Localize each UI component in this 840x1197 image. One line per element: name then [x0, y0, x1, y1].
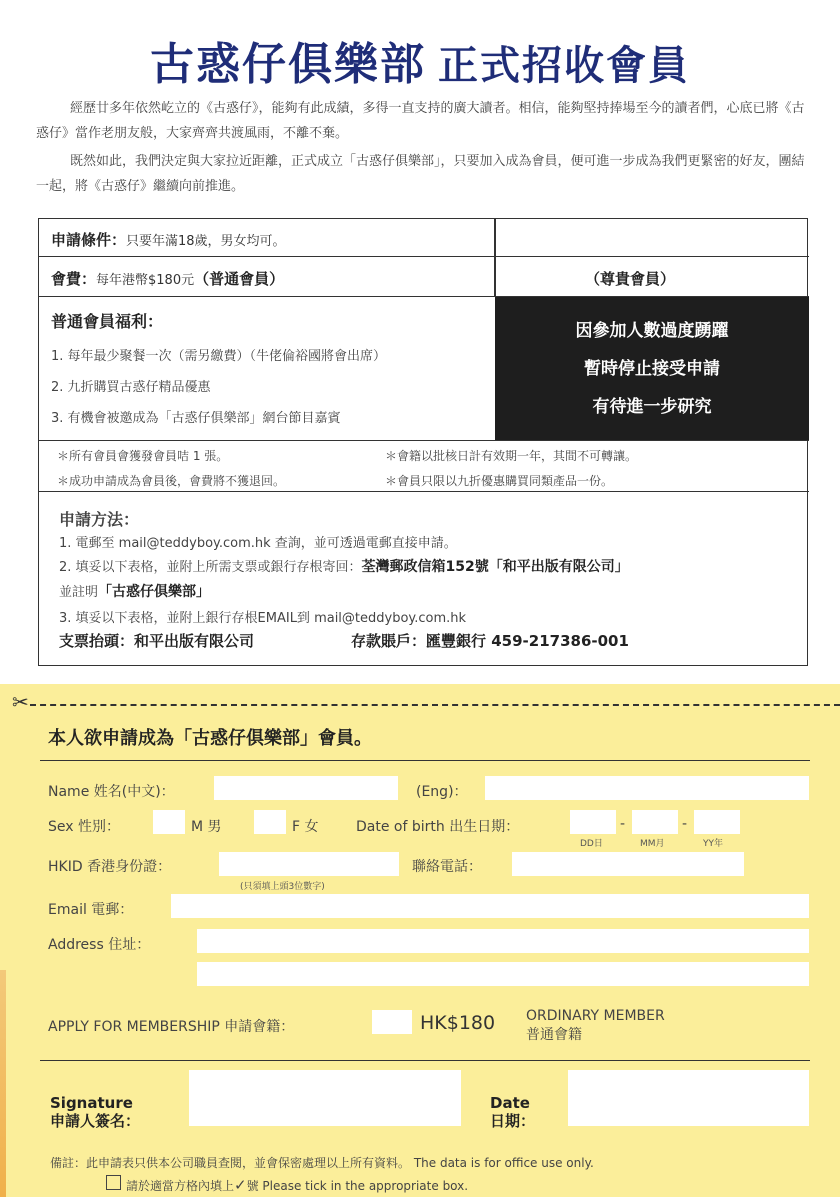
tick-instruction: [126, 1176, 468, 1194]
title-subtitle: 正式招收會員: [438, 43, 690, 89]
method-2-note: [59, 581, 210, 601]
cut-line: [30, 704, 840, 706]
signature-label-en: Signature: [50, 1094, 133, 1112]
note-item: ＊會員只限以九折優惠購買同類產品一份。: [385, 474, 614, 488]
check-mark-icon: ✓: [234, 1176, 247, 1194]
dd-label: DD日: [580, 839, 603, 849]
hkid-hint: (只須填上頭3位數字): [240, 882, 325, 892]
bank-account: 存款賬戶：匯豐銀行 459-217386-001: [351, 632, 629, 650]
benefit-item: 3. 有機會被邀成為「古惑仔俱樂部」網台節目嘉賓: [51, 411, 341, 426]
vip-notice-line: 有待進一步研究: [592, 396, 712, 417]
fee: [51, 268, 284, 289]
signature-rule: [40, 1060, 810, 1061]
phone-label: 聯絡電話：: [412, 859, 482, 875]
fee-value: 每年港幣$180元: [96, 273, 195, 288]
conditions: [51, 229, 286, 250]
fee-vip: （尊貴會員）: [585, 270, 676, 288]
dob-day-input[interactable]: [570, 810, 616, 834]
sex-label: Sex 性別：: [48, 819, 120, 835]
dob-year-input[interactable]: [694, 810, 740, 834]
signature-input[interactable]: [189, 1070, 461, 1126]
method-title: 申請方法：: [59, 510, 140, 529]
method-2-club-name: 「古惑仔俱樂部」: [98, 584, 211, 600]
benefit-item: 2. 九折購買古惑仔精品優惠: [51, 380, 211, 395]
male-label: M 男: [191, 819, 222, 835]
name-chinese-input[interactable]: [214, 776, 398, 800]
dob-month-input[interactable]: [632, 810, 678, 834]
name-english-input[interactable]: [485, 776, 809, 800]
phone-input[interactable]: [512, 852, 744, 876]
sample-checkbox-icon: [106, 1175, 121, 1190]
page-edge-strip: [0, 970, 6, 1197]
cheque-payee: 支票抬頭：和平出版有限公司: [59, 632, 255, 650]
date-input[interactable]: [568, 1070, 809, 1126]
method-1: 1. 電郵至 mail@teddyboy.com.hk 查詢，並可透過電郵直接申請。: [59, 536, 457, 551]
membership-checkbox[interactable]: [372, 1010, 412, 1034]
date-label-en: Date: [490, 1094, 530, 1112]
tick-instruction-text: 請於適當方格內填上: [126, 1179, 235, 1193]
intro-paragraph-1: 經歷廿多年依然屹立的《古惑仔》，能夠有此成績，多得一直支持的廣大讀者。相信，能夠堅持捧場至今的讀者們，心底已將《古惑仔》當作老朋友般，大家齊齊共渡風雨，不離不棄。: [36, 101, 805, 141]
method-3: 3. 填妥以下表格，並附上銀行存根EMAIL到 mail@teddyboy.com.hk: [59, 611, 467, 626]
email-label: Email 電郵：: [48, 902, 134, 918]
dob-separator: -: [620, 816, 626, 832]
address-input-line-2[interactable]: [197, 962, 809, 986]
form-title-rule: [40, 760, 810, 761]
application-form: [0, 684, 840, 1197]
dob-separator: -: [682, 816, 688, 832]
hkid-input[interactable]: [219, 852, 399, 876]
column-divider: [494, 219, 496, 297]
club-name: 古惑仔俱樂部: [150, 39, 426, 90]
benefits-title: 普通會員福利：: [51, 312, 164, 331]
po-box-address: 荃灣郵政信箱152號「和平出版有限公司」: [361, 559, 629, 575]
dob-label: Date of birth 出生日期：: [356, 819, 520, 835]
signature-label: [50, 1094, 140, 1130]
name-label: Name 姓名(中文)：: [48, 784, 175, 800]
vip-notice-line: 暫時停止接受申請: [584, 358, 720, 379]
intro-text: [36, 96, 810, 199]
yy-label: YY年: [703, 839, 723, 849]
scissors-icon: ✂: [12, 690, 29, 714]
membership-price: HK$180: [420, 1012, 496, 1034]
address-input-line-1[interactable]: [197, 929, 809, 953]
method-2: [59, 556, 629, 576]
form-title: 本人欲申請成為「古惑仔俱樂部」會員。: [48, 728, 372, 749]
conditions-label: 申請條件：: [51, 231, 127, 249]
female-checkbox[interactable]: [254, 810, 286, 834]
vip-notice-line: 因參加人數過度踴躍: [575, 320, 729, 341]
note-item: ＊成功申請成為會員後，會費將不獲退回。: [57, 474, 286, 488]
address-label: Address 住址：: [48, 937, 151, 953]
email-input[interactable]: [171, 894, 809, 918]
benefits-divider: [39, 440, 809, 441]
fee-label: 會費：: [51, 270, 97, 288]
mm-label: MM月: [640, 839, 665, 849]
remark-text: 備註：此申請表只供本公司職員查閱，並會保密處理以上所有資料。 The data is for office use only.: [50, 1156, 594, 1170]
benefit-item: 1. 每年最少聚餐一次（需另繳費）（牛佬倫裕國將會出席）: [51, 349, 387, 364]
conditions-value: 只要年滿18歲，男女均可。: [126, 234, 286, 249]
notes-divider: [39, 491, 809, 492]
method-2-note-text: 並註明: [59, 585, 99, 600]
page-title: [0, 28, 840, 92]
date-label: [490, 1094, 535, 1130]
intro-paragraph-2: 既然如此，我們決定與大家拉近距離，正式成立「古惑仔俱樂部」，只要加入成為會員，便可進一步成為我們更緊密的好友，團結一起，將《古惑仔》繼續向前推進。: [36, 154, 805, 194]
member-type-en: ORDINARY MEMBER: [526, 1008, 665, 1024]
method-2-text: 2. 填妥以下表格，並附上所需支票或銀行存根寄回：: [59, 560, 362, 575]
note-item: ＊會籍以批核日計有效期一年，其間不可轉讓。: [385, 449, 638, 463]
tick-instruction-english: 號 Please tick in the appropriate box.: [246, 1179, 469, 1193]
apply-label: APPLY FOR MEMBERSHIP 申請會籍：: [48, 1019, 295, 1035]
note-item: ＊所有會員會獲發會員咭 1 張。: [57, 449, 229, 463]
hkid-label: HKID 香港身份證：: [48, 859, 172, 875]
member-type-zh: 普通會籍: [526, 1027, 582, 1043]
female-label: F 女: [292, 819, 319, 835]
male-checkbox[interactable]: [153, 810, 185, 834]
signature-label-zh: 申請人簽名：: [50, 1112, 141, 1130]
fee-ordinary: （普通會員）: [194, 270, 285, 288]
date-label-zh: 日期：: [490, 1112, 536, 1130]
info-box: [38, 218, 808, 666]
eng-label: (Eng)：: [416, 784, 468, 800]
vip-notice: [495, 297, 809, 440]
